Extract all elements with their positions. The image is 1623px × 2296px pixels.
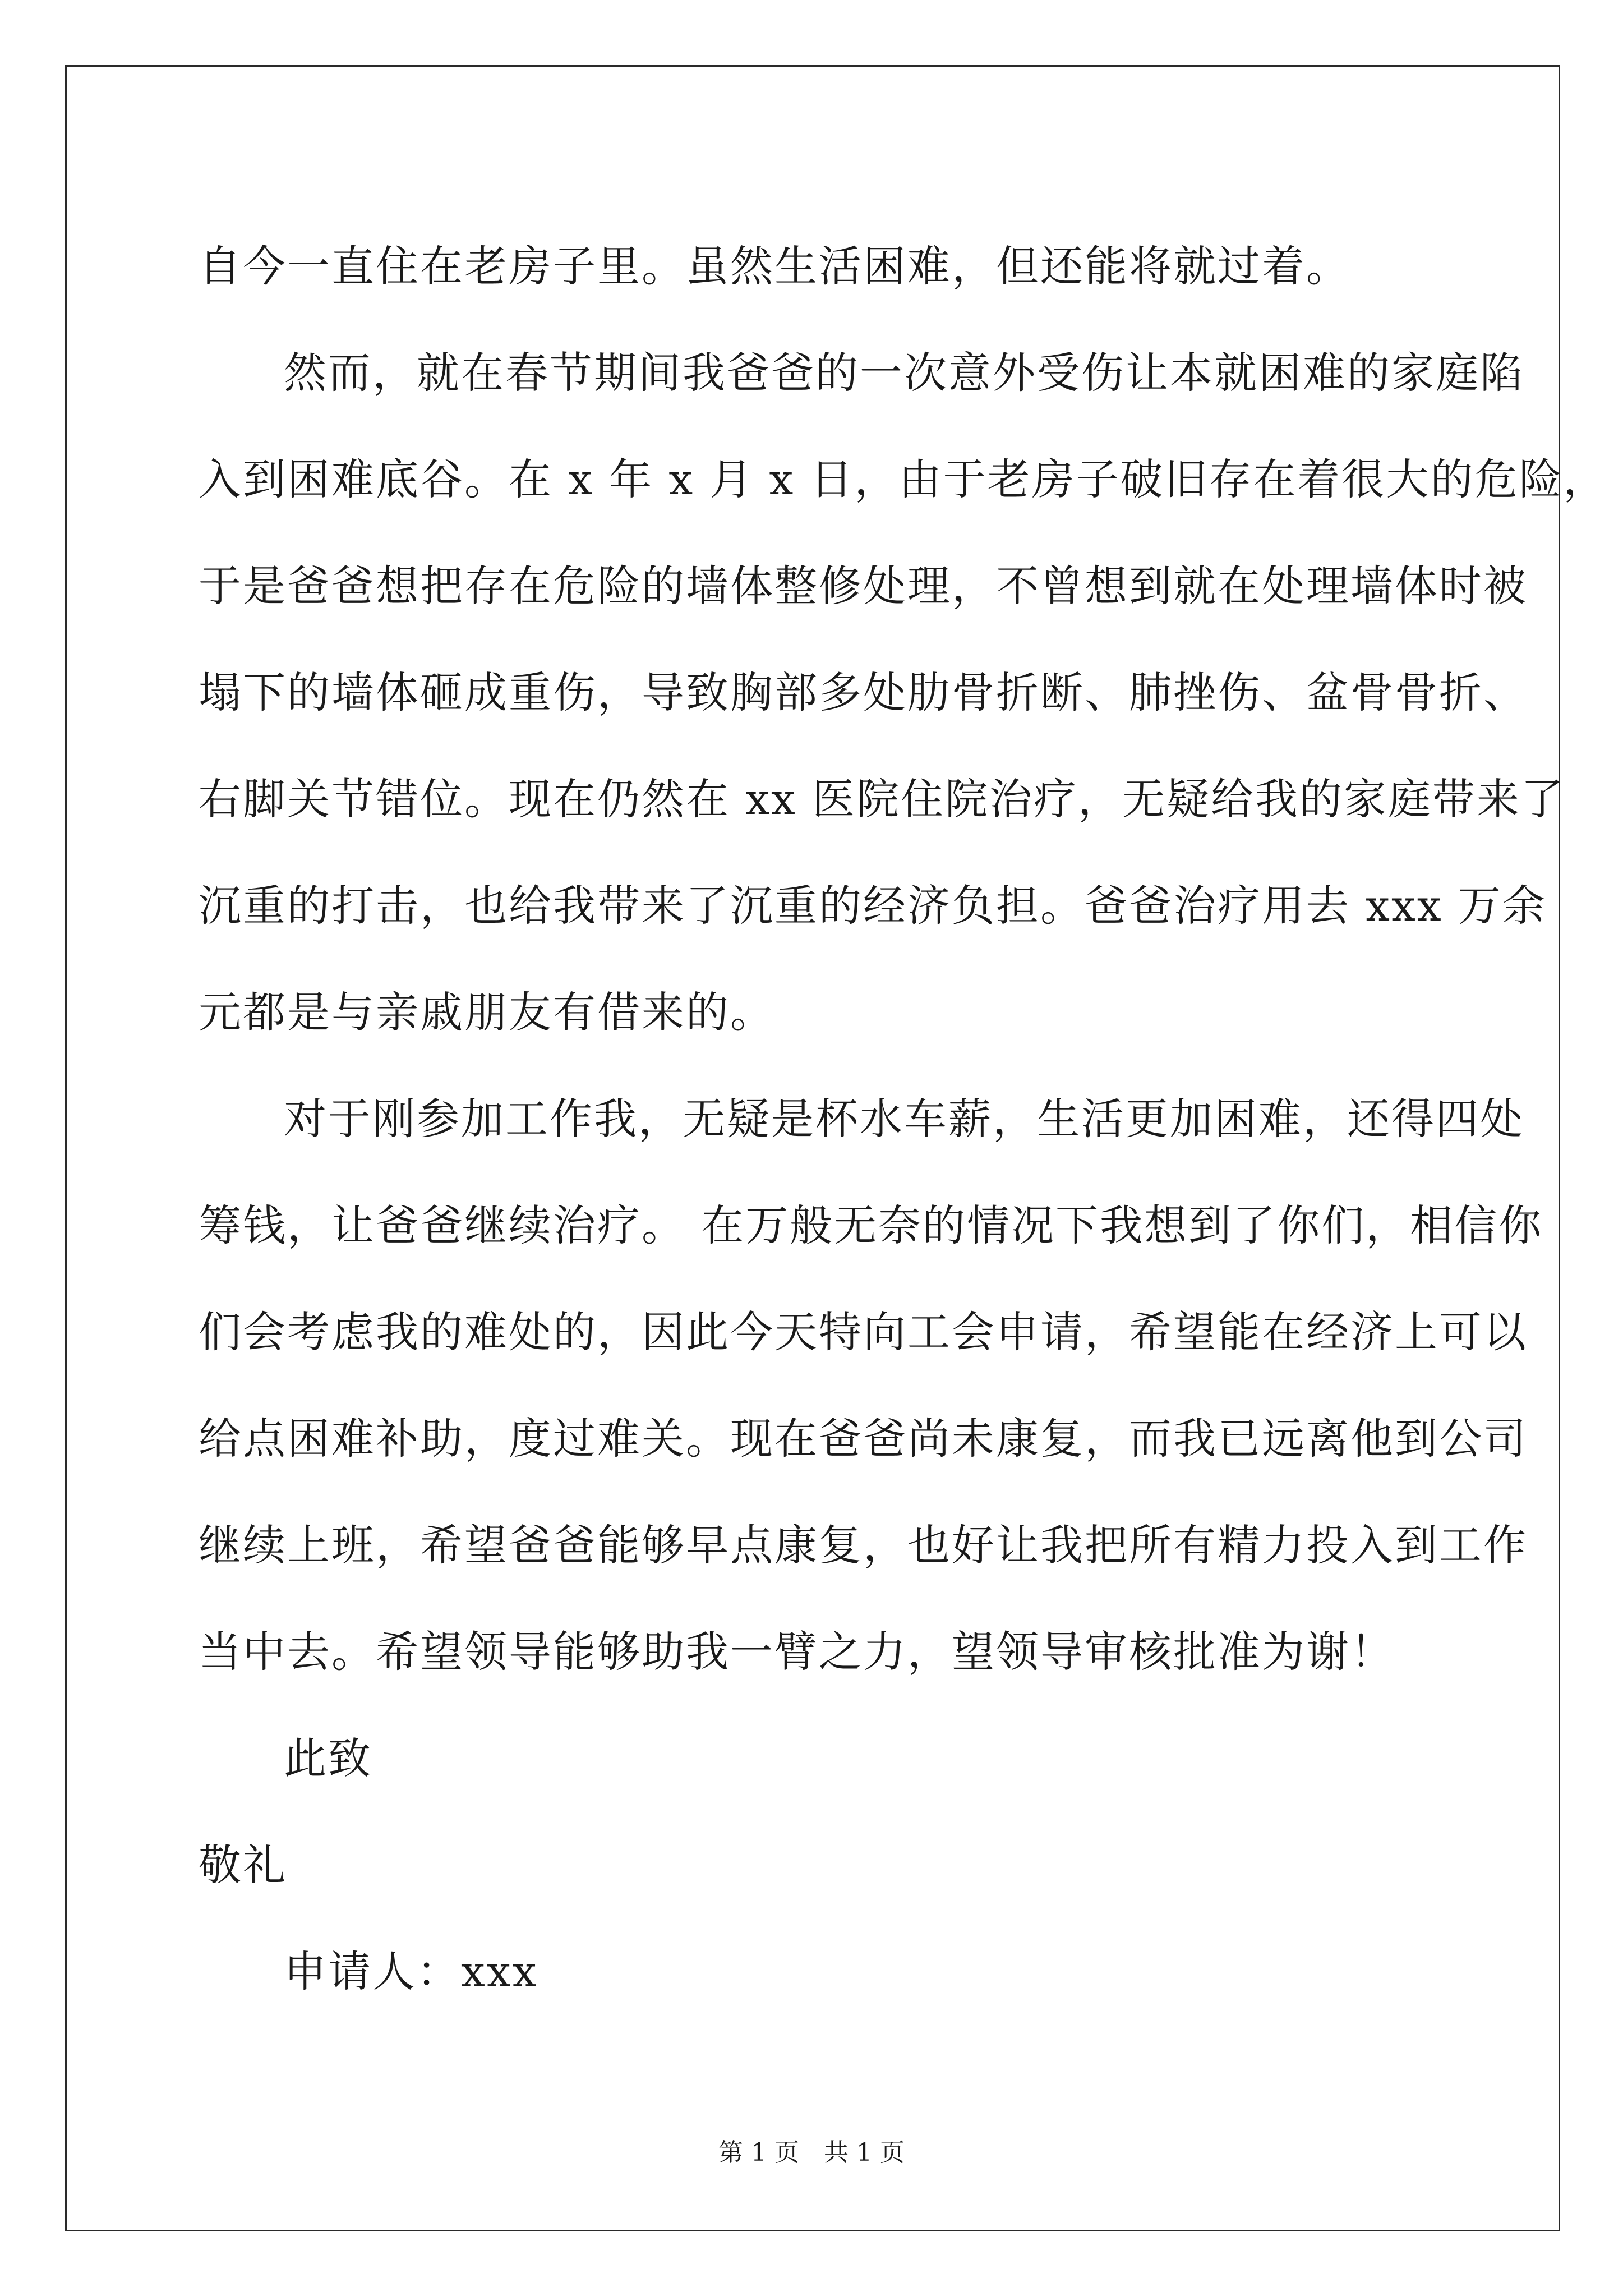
closing-salutation: 此致	[284, 1733, 372, 1783]
text-line-12: 给点困难补助，度过难关。现在爸爸尚未康复，而我已远离他到公司	[199, 1414, 1528, 1464]
page-number-footer: 第 1 页 共 1 页	[718, 2138, 905, 2167]
text-line-4: 于是爸爸想把存在危险的墙体整修处理，不曾想到就在处理墙体时被	[199, 561, 1528, 611]
letter-body	[199, 213, 1608, 2025]
text-line-10: 筹钱，让爸爸继续治疗。 在万般无奈的情况下我想到了你们，相信你	[199, 1200, 1543, 1250]
applicant-signature: 申请人：xxx	[284, 1947, 538, 1996]
text-line-7: 沉重的打击，也给我带来了沉重的经济负担。爸爸治疗用去 xxx 万余	[199, 881, 1547, 931]
text-line-2: 然而，就在春节期间我爸爸的一次意外受伤让本就困难的家庭陷	[284, 348, 1524, 398]
text-line-5: 塌下的墙体砸成重伤，导致胸部多处肋骨折断、肺挫伤、盆骨骨折、	[199, 668, 1528, 717]
text-line-3: 入到困难底谷。在 x 年 x 月 x 日，由于老房子破旧存在着很大的危险，	[199, 454, 1608, 504]
text-line-1: 自今一直住在老房子里。虽然生活困难，但还能将就过着。	[199, 241, 1350, 291]
text-line-13: 继续上班，希望爸爸能够早点康复，也好让我把所有精力投入到工作	[199, 1520, 1528, 1570]
text-line-14: 当中去。希望领导能够助我一臂之力，望领导审核批准为谢！	[199, 1627, 1395, 1677]
text-line-11: 们会考虑我的难处的，因此今天特向工会申请，希望能在经济上可以	[199, 1307, 1528, 1357]
closing-regards: 敬礼	[199, 1840, 287, 1890]
text-line-8: 元都是与亲戚朋友有借来的。	[199, 987, 774, 1037]
text-line-9: 对于刚参加工作我，无疑是杯水车薪，生活更加困难，还得四处	[284, 1094, 1524, 1144]
text-line-6: 右脚关节错位。现在仍然在 xx 医院住院治疗，无疑给我的家庭带来了	[199, 774, 1566, 824]
